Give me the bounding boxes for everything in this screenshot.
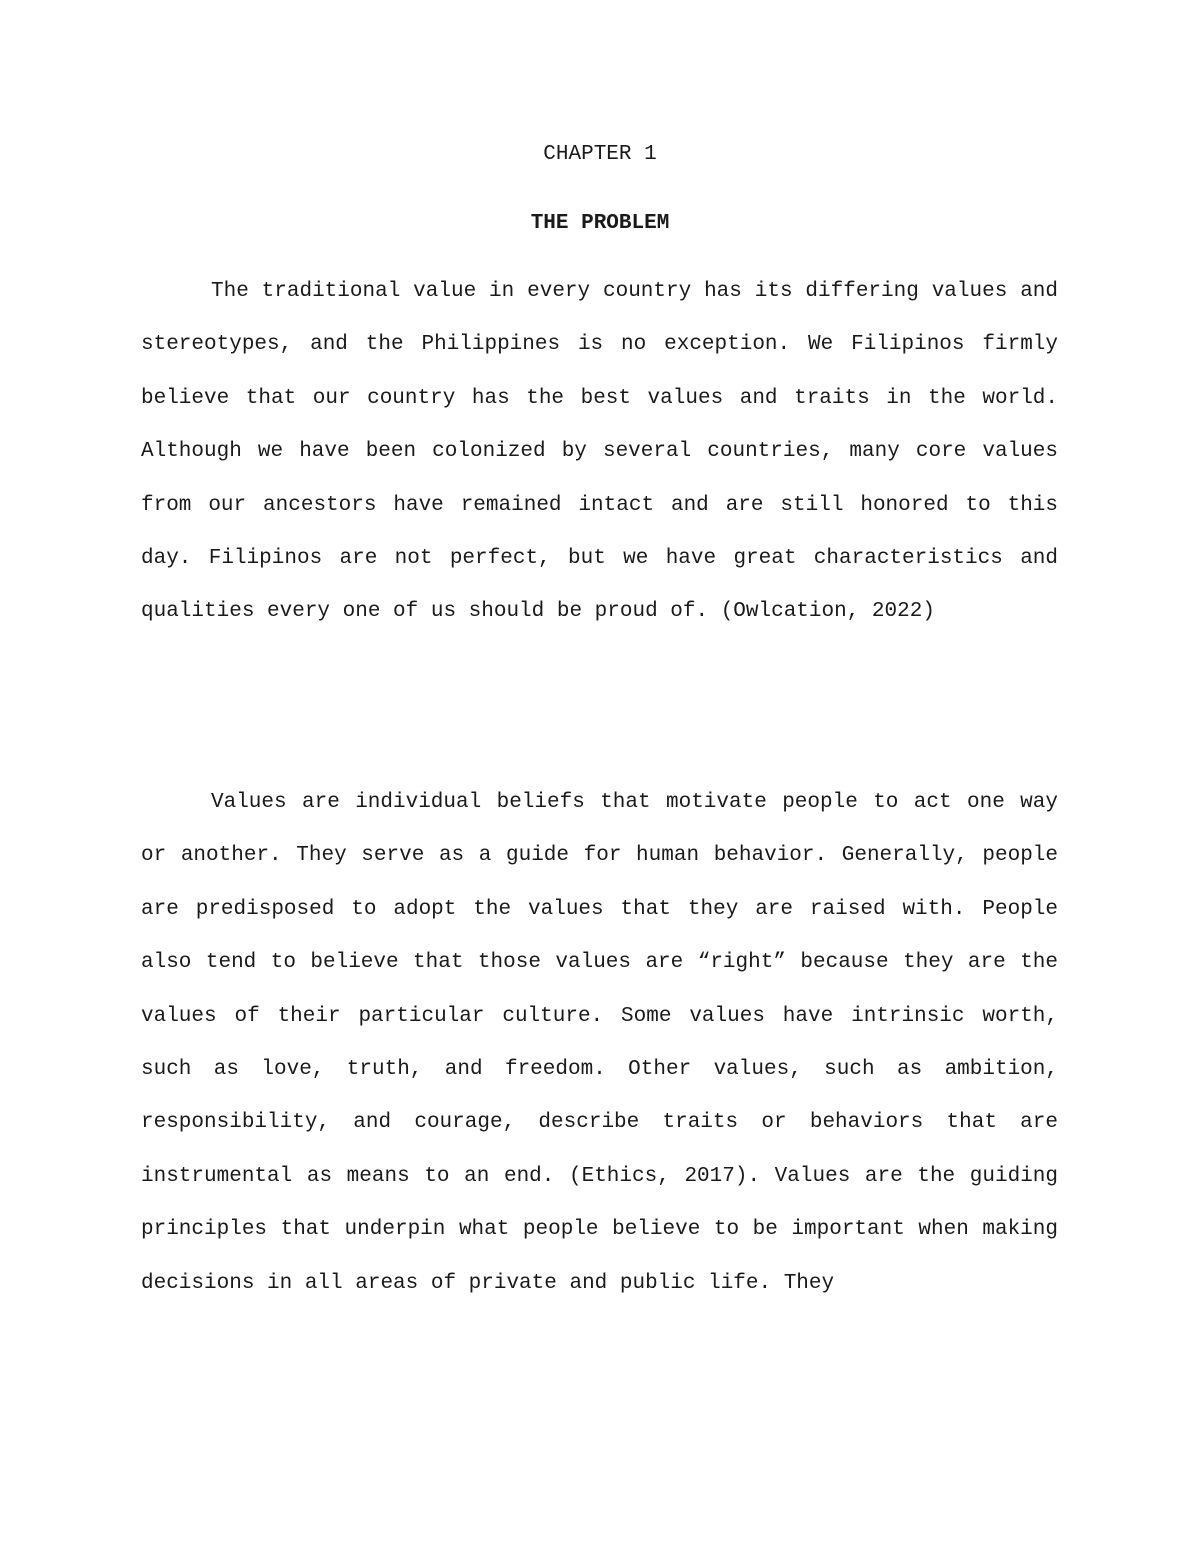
- paragraph: Values are individual beliefs that motivate people to act one way or another. They serve as a guide for human behavior. Generally, people are predisposed to adopt the values that they are raised with. People also tend to believe that those values are “right” because they are the values of their particular culture. Some values have intrinsic worth, such as love, truth, and freedom. Other values, such as ambition, responsibility, and courage, describe traits or behaviors that are instrumental as means to an end. (Ethics, 2017). Values are the guiding principles that underpin what people believe to be important when making decisions in all areas of private and public life. They: [141, 791, 1058, 1295]
- paragraph: The traditional value in every country has its differing values and stereotypes, and the Philippines is no exception. We Filipinos firmly believe that our country has the best values and traits in the world. Although we have been colonized by several countries, many core values from our ancestors have remained intact and are still honored to this day. Filipinos are not perfect, but we have great characteristics and qualities every one of us should be proud of. (Owlcation, 2022): [141, 280, 1058, 624]
- chapter-title: THE PROBLEM: [530, 212, 670, 235]
- chapter-label: CHAPTER 1: [543, 143, 657, 166]
